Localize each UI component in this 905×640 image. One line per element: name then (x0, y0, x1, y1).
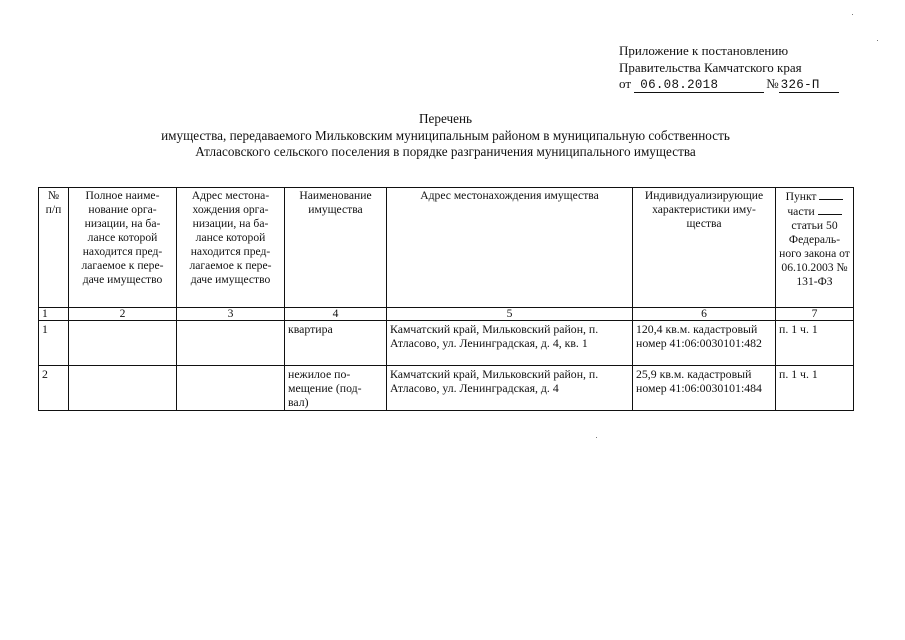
header-point-line-2: части (779, 204, 850, 219)
column-number: 2 (69, 308, 177, 321)
header-law-point (776, 188, 854, 308)
title-line-3: Атласовского сельского поселения в порядке разграничения муниципального имущества (195, 144, 696, 159)
row-property-name: нежилое по- мещение (под- вал) (285, 366, 387, 411)
row-organization-address (177, 321, 285, 366)
column-number: 1 (39, 308, 69, 321)
column-number: 6 (633, 308, 776, 321)
table-header-row (39, 188, 854, 308)
annex-line-1: Приложение к постановлению (619, 43, 789, 58)
header-no: № п/п (39, 188, 69, 308)
column-number: 7 (776, 308, 854, 321)
row-property-name: квартира (285, 321, 387, 366)
annex-header (619, 43, 879, 93)
header-organization: Полное наиме- нование орга- низации, на ба- лансе которой находится пред- лагаемое к пере- даче имущество (69, 188, 177, 308)
column-number: 5 (387, 308, 633, 321)
scan-speck (596, 437, 597, 438)
column-number: 4 (285, 308, 387, 321)
blank-field (819, 189, 843, 200)
column-number: 3 (177, 308, 285, 321)
number-label: № (766, 76, 779, 91)
row-organization (69, 321, 177, 366)
column-number-row (39, 308, 854, 321)
header-point-line-3: статьи 50 Федераль- ного закона от 06.10.2003 № 131-ФЗ (779, 219, 850, 288)
property-table (38, 187, 854, 411)
row-no: 2 (39, 366, 69, 411)
scan-speck (852, 14, 853, 15)
annex-date-number-line (619, 76, 879, 93)
row-organization-address (177, 366, 285, 411)
row-organization (69, 366, 177, 411)
row-property-address: Камчатский край, Мильковский район, п. Атласово, ул. Ленинградская, д. 4, кв. 1 (387, 321, 633, 366)
header-point-line-1: Пункт (779, 189, 850, 204)
title-line-2: имущества, передаваемого Мильковским муниципальным районом в муниципальную собственность (161, 127, 730, 143)
decree-date: 06.08.2018 (634, 78, 764, 93)
table-row (39, 321, 854, 366)
header-organization-address: Адрес местона- хождения орга- низации, на ба- лансе которой находится пред- лагаемое к пере- даче имущество (177, 188, 285, 308)
document-title (38, 111, 853, 161)
title-line-1: Перечень (418, 111, 473, 126)
table-row (39, 366, 854, 411)
row-law-point: п. 1 ч. 1 (776, 321, 854, 366)
header-property-address: Адрес местонахождения имущества (387, 188, 633, 308)
row-characteristics: 25,9 кв.м. кадастровый номер 41:06:0030101:484 (633, 366, 776, 411)
row-law-point: п. 1 ч. 1 (776, 366, 854, 411)
row-property-address: Камчатский край, Мильковский район, п. Атласово, ул. Ленинградская, д. 4 (387, 366, 633, 411)
from-label: от (619, 76, 632, 91)
header-characteristics: Индивидуализирующие характеристики иму- щества (633, 188, 776, 308)
row-no: 1 (39, 321, 69, 366)
scan-speck (877, 40, 878, 41)
decree-number: 326-П (779, 78, 839, 93)
annex-line-2: Правительства Камчатского края (619, 59, 802, 75)
row-characteristics: 120,4 кв.м. кадастровый номер 41:06:0030101:482 (633, 321, 776, 366)
header-property-name: Наименование имущества (285, 188, 387, 308)
blank-field (818, 204, 842, 215)
